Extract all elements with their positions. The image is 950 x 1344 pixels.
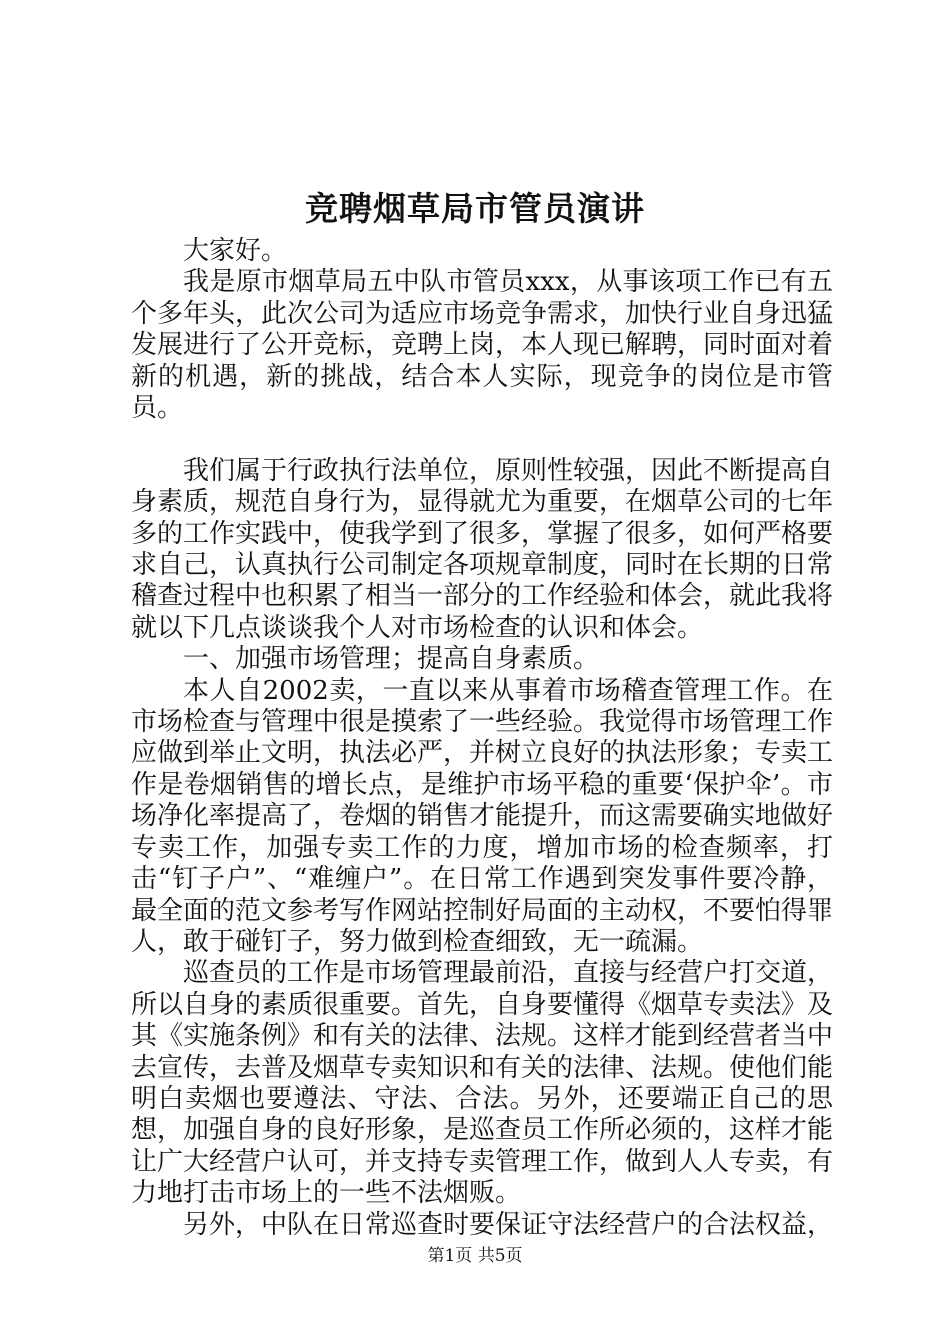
document-body: [131, 236, 833, 1241]
paragraph-inspector-quality: 巡查员的工作是市场管理最前沿，直接与经营户打交道，所以自身的素质很重要。首先，自身要懂得《烟草专卖法》及其《实施条例》和有关的法律、法规。这样才能到经营者当中去宣传，去普及烟草专卖知识和有关的法律、法规。使他们能明白卖烟也要遵法、守法、合法。另外，还要端正自己的思想，加强自身的良好形象，是巡查员工作所必须的，这样才能让广大经营户认可，并支持专卖管理工作，做到人人专卖，有力地打击市场上的一些不法烟贩。: [131, 958, 834, 1209]
page-footer: 第1页 共5页: [427, 1246, 523, 1266]
section-heading-1: 一、加强市场管理；提高自身素质。: [183, 644, 600, 675]
paragraph-greeting: 大家好。: [183, 236, 288, 266]
paragraph-market-management: 本人自2002卖，一直以来从事着市场稽查管理工作。在市场检查与管理中很是摸索了一些经验。我觉得市场管理工作应做到举止文明，执法必严，并树立良好的执法形象；专卖工作是卷烟销售的增长点，是维护市场平稳的重要‘保护伞’。市场净化率提高了，卷烟的销售才能提升，而这需要确实地做好专卖工作，加强专卖工作的力度，增加市场的检查频率，打击“钉子户”、“难缠户”。在日常工作遇到突发事件要冷静，最全面的范文参考写作网站控制好局面的主动权，不要怕得罪人，敢于碰钉子，努力做到检查细致，无一疏漏。: [131, 675, 834, 957]
paragraph-continued: 另外，中队在日常巡查时要保证守法经营户的合法权益，: [183, 1209, 834, 1240]
paragraph-work-experience: 我们属于行政执行法单位，原则性较强，因此不断提高自身素质，规范自身行为，显得就尤为重要，在烟草公司的七年多的工作实践中，使我学到了很多，掌握了很多，如何严格要求自己，认真执行公司制定各项规章制度，同时在长期的日常稽查过程中也积累了相当一部分的工作经验和体会，就此我将就以下几点谈谈我个人对市场检查的认识和体会。: [131, 455, 834, 643]
document-title: 竞聘烟草局市管员演讲: [305, 189, 645, 228]
paragraph-introduction: 我是原市烟草局五中队市管员xxx，从事该项工作已有五个多年头，此次公司为适应市场竞争需求，加快行业自身迅猛发展进行了公开竞标，竞聘上岗，本人现已解聘，同时面对着新的机遇，新的挑战，结合本人实际，现竞争的岗位是市管员。: [131, 267, 834, 424]
